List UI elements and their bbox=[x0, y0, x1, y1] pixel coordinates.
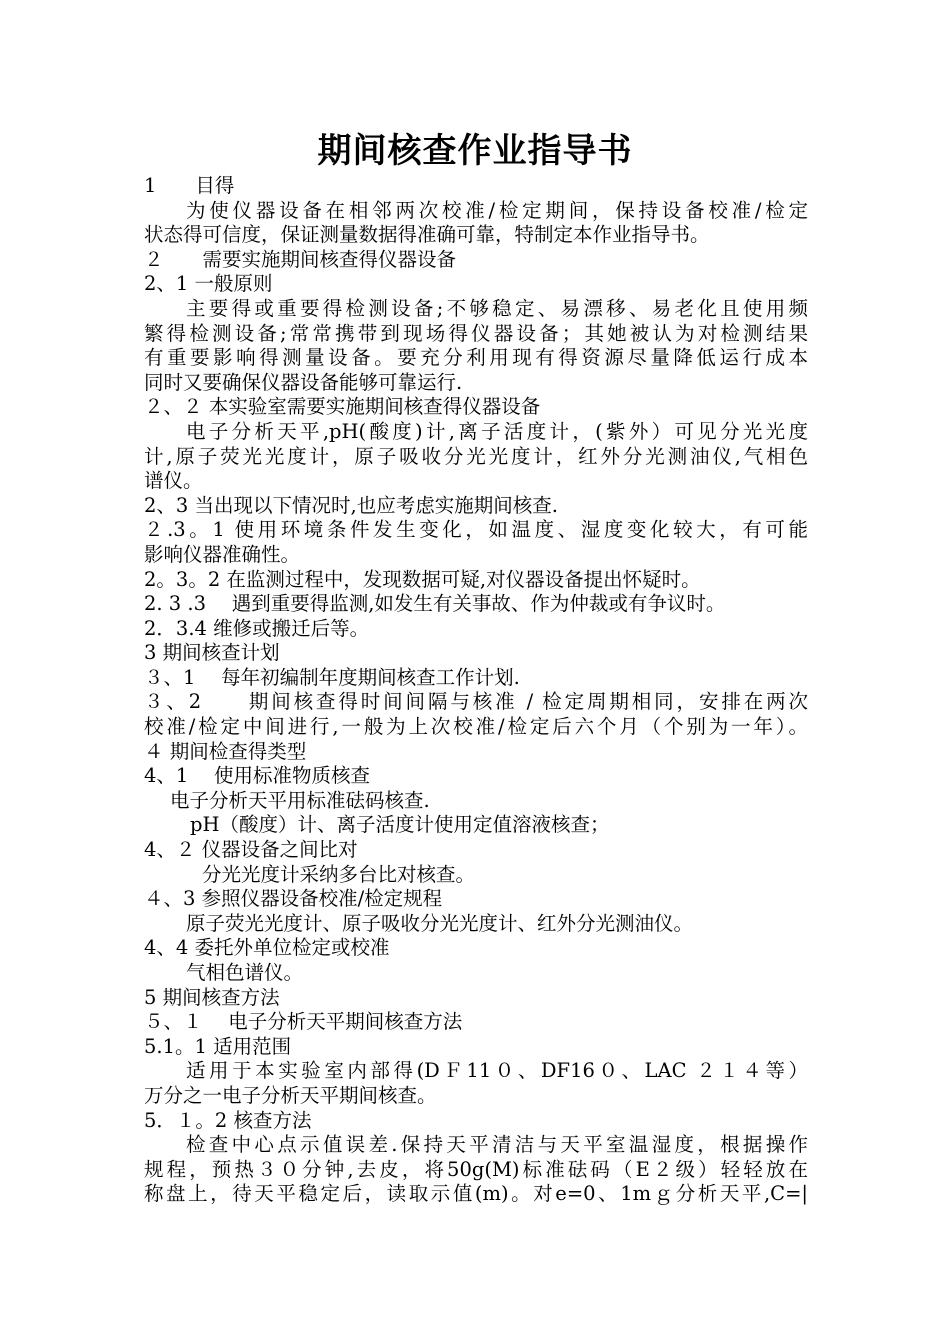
section-heading: 5.1。1 适用范围 bbox=[144, 1034, 292, 1058]
paragraph-line: 适用于本实验室内部得(DＦ11０、DF16０、LAC ２１４等） bbox=[186, 1059, 808, 1083]
section-heading: 1 目得 bbox=[144, 174, 235, 197]
document-title: 期间核查作业指导书 bbox=[317, 131, 633, 171]
paragraph-line: 同时又要确保仪器设备能够可靠运行. bbox=[144, 370, 463, 394]
section-heading: 4、２ 仪器设备之间比对 bbox=[144, 838, 358, 862]
paragraph-line: 电子分析天平用标准砝码核查. bbox=[170, 788, 430, 812]
paragraph-line: 分光光度计采纳多台比对核查。 bbox=[202, 862, 476, 886]
paragraph-line: 校准/检定中间进行,一般为上次校准/检定后六个月（个别为一年）。 bbox=[144, 715, 808, 739]
paragraph-line: ３、1 每年初编制年度期间核查工作计划. bbox=[144, 665, 520, 689]
paragraph-line: 电子分析天平,pH(酸度)计,离子活度计，(紫外）可见分光光度 bbox=[186, 419, 808, 443]
paragraph-line: 谱仪。 bbox=[144, 469, 203, 493]
section-heading: 4、1 使用标准物质核查 bbox=[144, 764, 371, 788]
section-heading: ２ 需要实施期间核查得仪器设备 bbox=[144, 247, 457, 271]
paragraph-line: 计,原子荧光光度计，原子吸收分光光度计，红外分光测油仪,气相色 bbox=[144, 444, 808, 468]
paragraph-line: 气相色谱仪。 bbox=[186, 961, 304, 984]
section-heading: 5 期间核查方法 bbox=[144, 985, 280, 1009]
document-body bbox=[144, 174, 808, 1207]
section-heading: ２、２ 本实验室需要实施期间核查得仪器设备 bbox=[144, 395, 541, 419]
section-heading: ４、3 参照仪器设备校准/检定规程 bbox=[144, 887, 443, 911]
paragraph-line: 有重要影响得测量设备。要充分利用现有得资源尽量降低运行成本 bbox=[144, 346, 808, 370]
paragraph-line: 为使仪器设备在相邻两次校准/检定期间，保持设备校准/检定 bbox=[186, 198, 808, 222]
section-heading: 2、3 当出现以下情况时,也应考虑实施期间核查. bbox=[144, 493, 558, 517]
paragraph-line: 称盘上，待天平稳定后，读取示值(m)。对e=0、1mｇ分析天平,C=| bbox=[144, 1182, 808, 1206]
paragraph-line: 原子荧光光度计、原子吸收分光光度计、红外分光测油仪。 bbox=[186, 911, 694, 935]
section-heading: ５、１ 电子分析天平期间核查方法 bbox=[144, 1010, 463, 1034]
paragraph-line: 2. 3 .3 遇到重要得监测,如发生有关事故、作为仲裁或有争议时。 bbox=[144, 592, 726, 616]
paragraph-line: 2。3。2 在监测过程中，发现数据可疑,对仪器设备提出怀疑时。 bbox=[144, 567, 701, 591]
section-heading: 3 期间核查计划 bbox=[144, 641, 280, 665]
paragraph-line: 影响仪器准确性。 bbox=[144, 542, 301, 566]
section-heading: 4、4 委托外单位检定或校准 bbox=[144, 936, 390, 960]
paragraph-line: 2．3.4 维修或搬迁后等。 bbox=[144, 616, 370, 640]
paragraph-line: 检查中心点示值误差.保持天平清洁与天平室温湿度，根据操作 bbox=[186, 1133, 808, 1157]
section-heading: ４ 期间检查得类型 bbox=[144, 739, 307, 763]
section-heading: 2、1 一般原则 bbox=[144, 272, 273, 296]
paragraph-line: 繁得检测设备;常常携带到现场得仪器设备；其她被认为对检测结果 bbox=[144, 321, 808, 345]
paragraph-line: pH（酸度）计、离子活度计使用定值溶液核查； bbox=[190, 813, 610, 837]
paragraph-line: 规程，预热３０分钟,去皮，将50g(M)标准砝码（E２级）轻轻放在 bbox=[144, 1157, 808, 1181]
paragraph-line: ３、2 期间核查得时间间隔与核准 / 检定周期相同，安排在两次 bbox=[144, 690, 808, 714]
paragraph-line: 状态得可信度，保证测量数据得准确可靠，特制定本作业指导书。 bbox=[144, 223, 710, 247]
paragraph-line: 万分之一电子分析天平期间核查。 bbox=[144, 1083, 437, 1107]
paragraph-line: ２.3。1 使用环境条件发生变化，如温度、湿度变化较大，有可能 bbox=[144, 518, 808, 542]
section-heading: 5．１。2 核查方法 bbox=[144, 1108, 312, 1132]
paragraph-line: 主要得或重要得检测设备;不够稳定、易漂移、易老化且使用频 bbox=[186, 296, 808, 320]
